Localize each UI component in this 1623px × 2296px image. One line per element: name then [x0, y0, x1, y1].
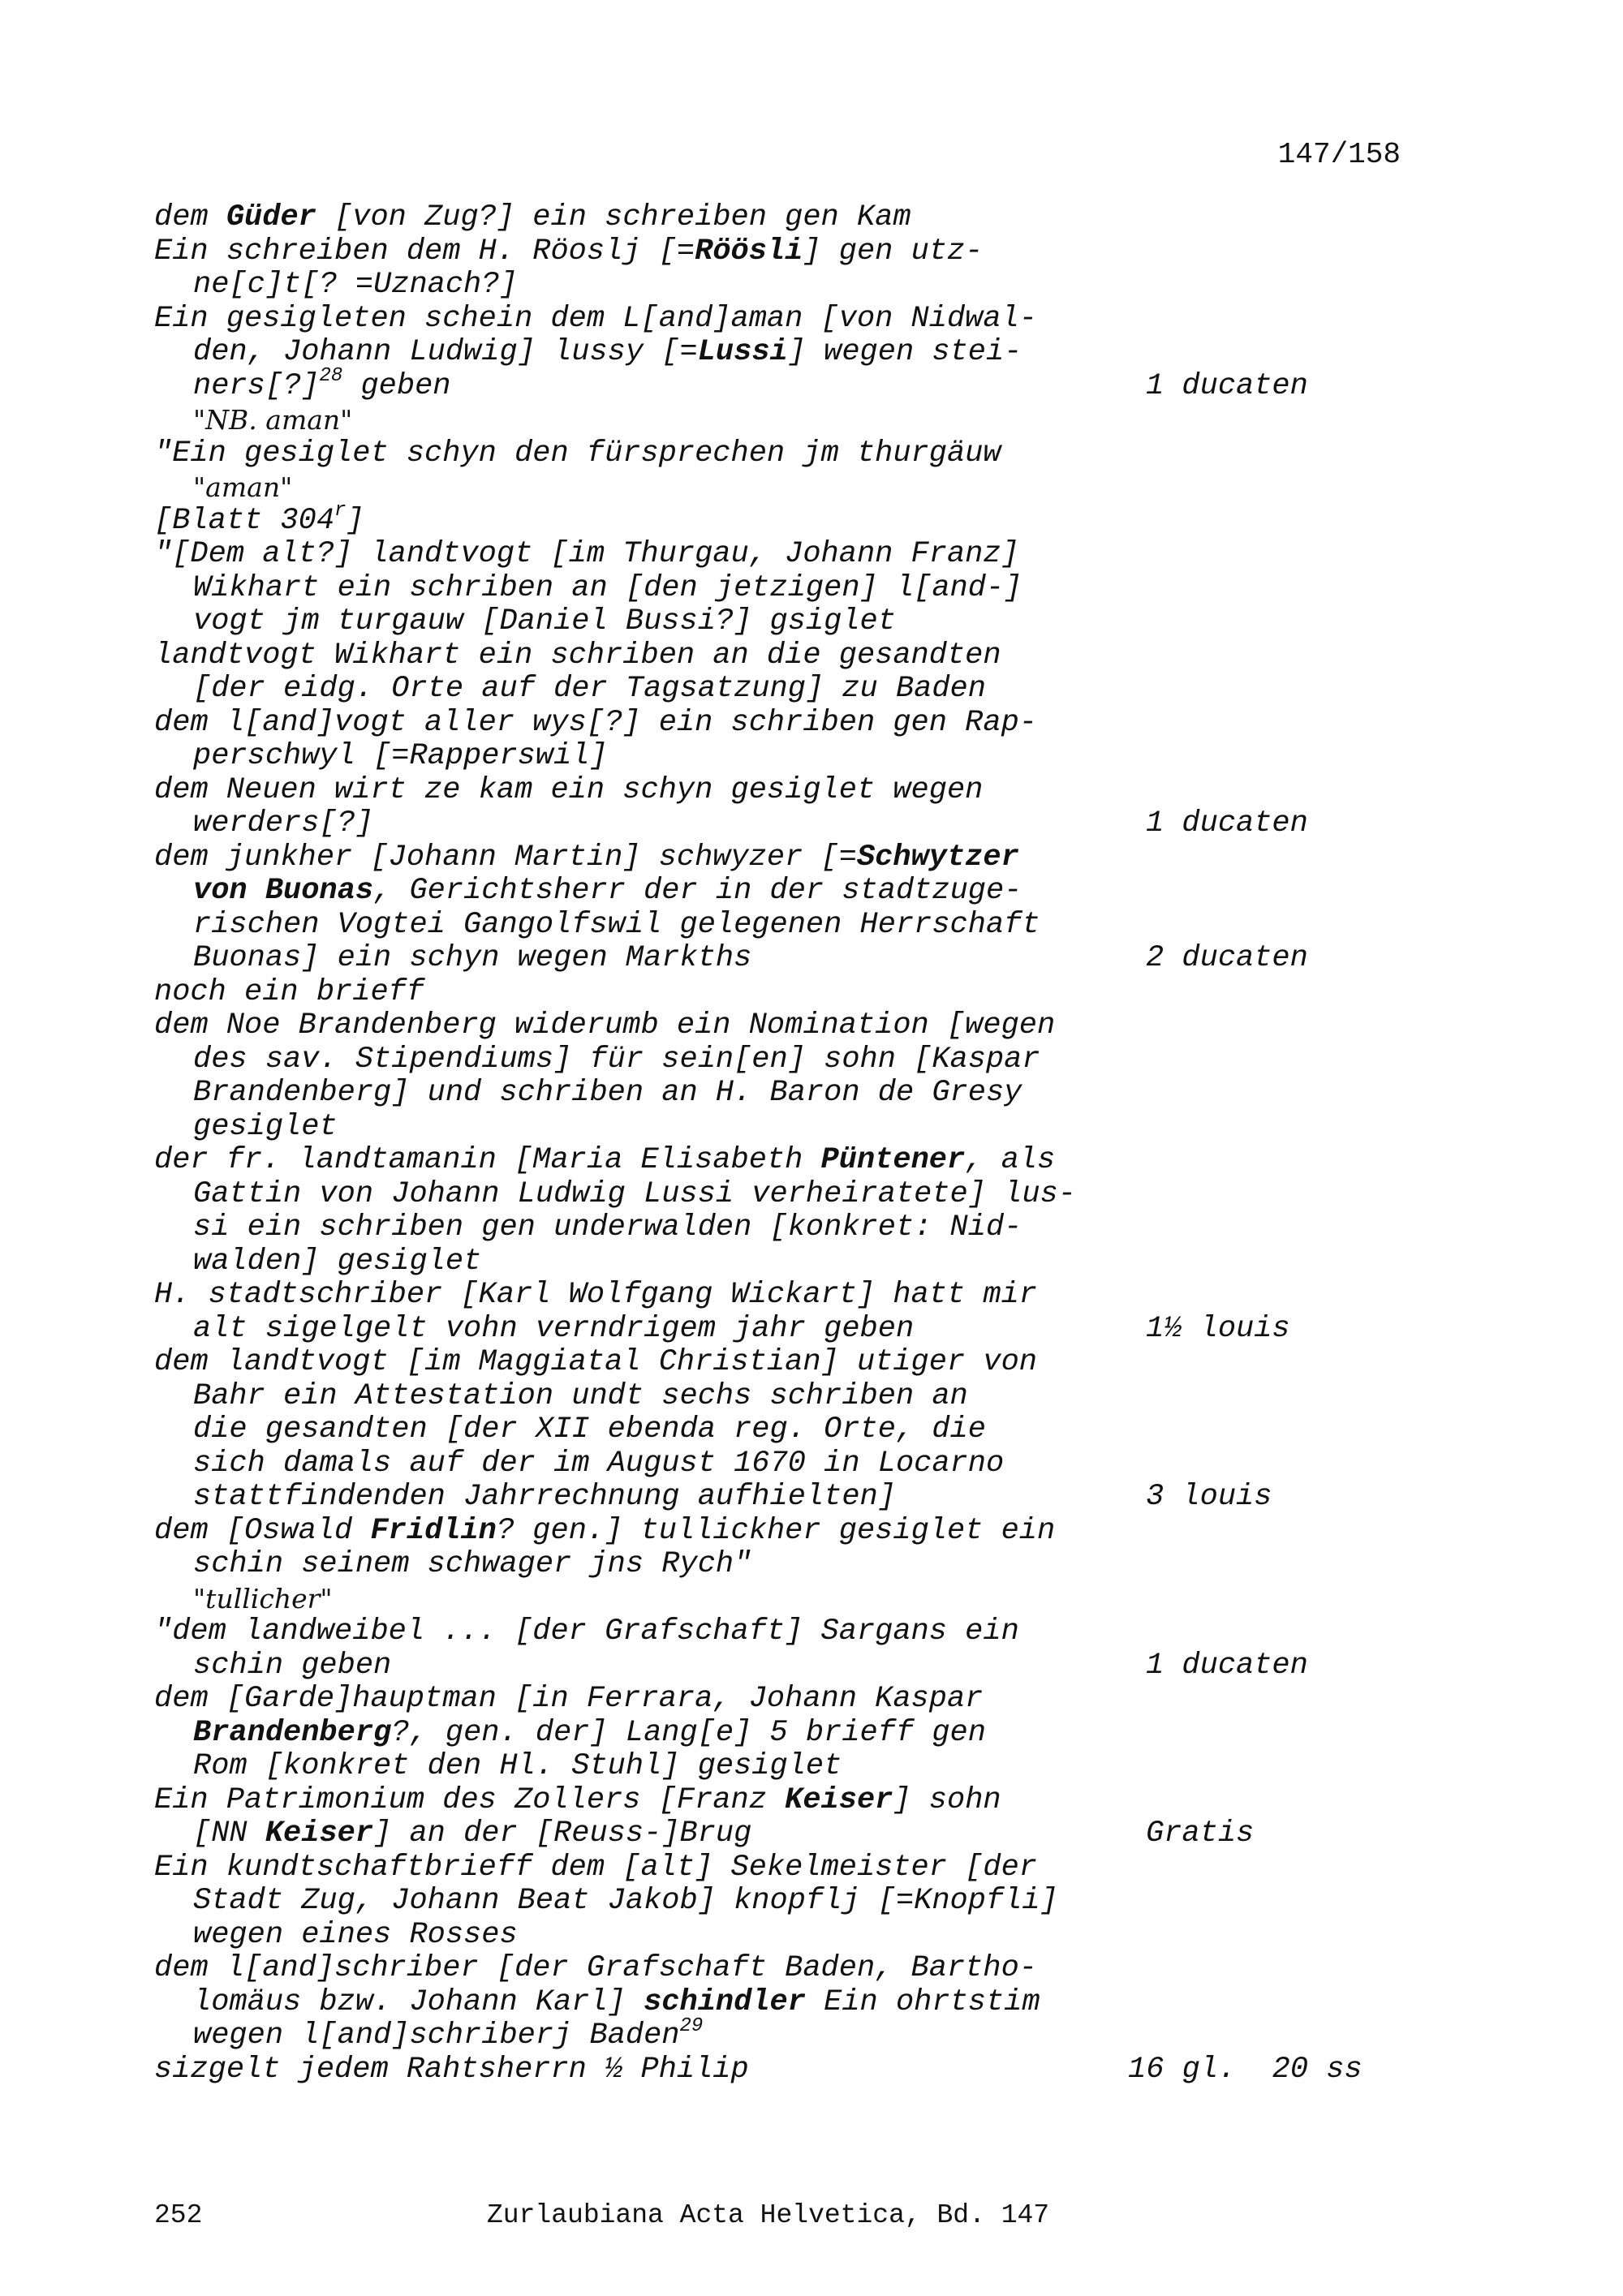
page-label: 147/158: [1277, 138, 1401, 171]
amount: 1½ louis: [1146, 1311, 1290, 1346]
entry-line: dem l[and]schriber [der Grafschaft Baden, Bartho-: [154, 1951, 1037, 1985]
entry-line: dem junkher [Johann Martin] schwyzer [=Schwytzer: [154, 840, 1019, 875]
amount: 1 ducaten: [1146, 368, 1308, 403]
entry-line: des sav. Stipendiums] für sein[en] sohn [Kaspar: [193, 1042, 1040, 1077]
amount: 1 ducaten: [1146, 806, 1308, 841]
entry-line: die gesandten [der XII ebenda reg. Orte, die: [193, 1412, 986, 1447]
entry-line: stattfindenden Jahrrechnung aufhielten] 3 louis: [193, 1480, 1272, 1514]
entry: [154, 639, 1404, 707]
entry-line: Stadt Zug, Johann Beat Jakob] knopflj [=Knopfli]: [193, 1884, 1058, 1918]
entry-line: dem Neuen wirt ze kam ein schyn gesiglet wegen: [154, 772, 984, 807]
folio-marker: [Blatt 304$^r$]: [154, 500, 364, 538]
entry: [154, 1952, 1404, 2053]
entry-line: Bahr ein Attestation undt sechs schriben an: [193, 1378, 968, 1413]
entry: [154, 500, 1404, 539]
entry-line: dem l[and]vogt aller wys[?] ein schriben gen Rap-: [154, 705, 1037, 740]
entry-line: sizgelt jedem Rahtsherrn ½ Philip 16 gl. 20 ss: [154, 2052, 1363, 2087]
amount: 3 louis: [1146, 1480, 1272, 1514]
handwritten-note: "NB. aman": [193, 404, 353, 436]
entry: [154, 976, 1404, 1010]
entry: [154, 1279, 1404, 1346]
amount: 16 gl. 20 ss: [1128, 2052, 1363, 2087]
entry-line: H. stadtschriber [Karl Wolfgang Wickart] hatt mir: [154, 1278, 1037, 1312]
entry: [154, 1615, 1404, 1683]
entry-line: Ein kundtschaftbrieff dem [alt] Sekelmeister [der: [154, 1850, 1037, 1885]
entry-line: dem Noe Brandenberg widerumb ein Nomination [wegen: [154, 1008, 1056, 1043]
amount: 2 ducaten: [1146, 941, 1308, 975]
entry-line: perschwyl [=Rapperswil]: [193, 739, 608, 773]
entry: [154, 1784, 1404, 1851]
entry: [154, 1515, 1404, 1616]
footnote-marker: 28: [319, 365, 343, 388]
entry-line: schin seinem schwager jns Rych": [193, 1547, 752, 1581]
entry-line: Brandenberg] und schriben an H. Baron de Gresy: [193, 1076, 1022, 1110]
entry-line: [der eidg. Orte auf der Tagsatzung] zu Baden: [193, 672, 986, 706]
entry: [154, 1346, 1404, 1515]
entry-line: "Ein gesiglet schyn den fürsprechen jm thurgäuw: [154, 436, 1001, 471]
entry-line: walden] gesiglet: [193, 1244, 482, 1279]
entry-line: dem [Garde]hauptman [in Ferrara, Johann Kaspar: [154, 1682, 984, 1716]
entry-line: Ein gesigleten schein dem L[and]aman [von Nidwal-: [154, 301, 1037, 336]
amount: 1 ducaten: [1146, 1648, 1308, 1683]
entry-line: "dem landweibel ... [der Grafschaft] Sargans ein: [154, 1615, 1019, 1649]
entry: [154, 707, 1404, 774]
entry: [154, 235, 1404, 303]
entry-line: alt sigelgelt vohn verndrigem jahr geben 1½ louis: [193, 1311, 1290, 1346]
entry-line: ne[c]t[? =Uznach?]: [193, 268, 518, 302]
entry: [154, 538, 1404, 639]
entry-line: dem Güder [von Zug?] ein schreiben gen Kam: [154, 200, 911, 234]
entry-line: den, Johann Ludwig] lussy [=Lussi] wegen stei-: [193, 335, 1022, 369]
entry-line: Ein schreiben dem H. Röoslj [=Röösli] gen utz-: [154, 234, 984, 269]
entry: [154, 2053, 1404, 2087]
entry-line: Rom [konkret den Hl. Stuhl] gesiglet: [193, 1749, 842, 1783]
entry: [154, 201, 1404, 235]
entry-line: Gattin von Johann Ludwig Lussi verheiratete] lus-: [193, 1176, 1076, 1211]
entry-line: Brandenberg?, gen. der] Lang[e] 5 brieff gen: [193, 1715, 986, 1750]
entry: [154, 437, 1404, 505]
source-title: Zurlaubiana Acta Helvetica, Bd. 147: [487, 2200, 1050, 2230]
entry-line: gesiglet: [193, 1109, 338, 1144]
entry: [154, 1009, 1404, 1144]
entry: [154, 1851, 1404, 1953]
entry: [154, 1144, 1404, 1279]
entry-line: Ein Patrimonium des Zollers [Franz Keiser] sohn: [154, 1782, 1001, 1817]
handwritten-note: "tullicher": [193, 1582, 333, 1615]
handwritten-note: "aman": [193, 471, 293, 503]
entry-line: lomäus bzw. Johann Karl] schindler Ein ohrtstim: [193, 1984, 1040, 2019]
entry-line: "[Dem alt?] landtvogt [im Thurgau, Johann Franz]: [154, 537, 1019, 571]
entry: [154, 303, 1404, 437]
entry: [154, 841, 1404, 976]
entry-line: vogt jm turgauw [Daniel Bussi?] gsiglet: [193, 604, 896, 638]
entry: [154, 774, 1404, 841]
footnote-marker: 29: [679, 2014, 704, 2037]
entry-line: noch ein brieff: [154, 974, 425, 1009]
entry-line: rischen Vogtei Gangolfswil gelegenen Herrschaft: [193, 907, 1040, 942]
entry-line: der fr. landtamanin [Maria Elisabeth Püntener, als: [154, 1143, 1056, 1177]
entry-line: dem [Oswald Fridlin? gen.] tullickher gesiglet ein: [154, 1513, 1056, 1548]
entry-line: si ein schriben gen underwalden [konkret: Nid-: [193, 1210, 1022, 1245]
entry-line: sich damals auf der im August 1670 in Locarno: [193, 1446, 1005, 1481]
entry-line: Wikhart ein schriben an [den jetzigen] l[and-]: [193, 570, 1022, 605]
entry-line: schin geben 1 ducaten: [193, 1648, 1308, 1683]
entry-line: wegen eines Rosses: [193, 1917, 518, 1952]
entry-line: ners[?]$^{28}$ geben 1 ducaten: [193, 365, 1308, 403]
entry-line: dem landtvogt [im Maggiatal Christian] utiger von: [154, 1345, 1037, 1379]
amount: Gratis: [1146, 1817, 1255, 1851]
entry: [154, 1683, 1404, 1784]
entry-line: landtvogt Wikhart ein schriben an die gesandten: [154, 638, 1001, 673]
entry-line: [NN Keiser] an der [Reuss-]Brug Gratis: [193, 1817, 1255, 1851]
entries-list: [154, 201, 1404, 2087]
entry-line: werders[?] 1 ducaten: [193, 806, 1308, 841]
page-number: 252: [154, 2200, 203, 2230]
entry-line: Buonas] ein schyn wegen Markths 2 ducaten: [193, 941, 1308, 975]
entry-line: wegen l[and]schriberj Baden$^{29}$: [193, 2014, 704, 2053]
entry-line: von Buonas, Gerichtsherr der in der stadtzuge-: [193, 874, 1022, 908]
